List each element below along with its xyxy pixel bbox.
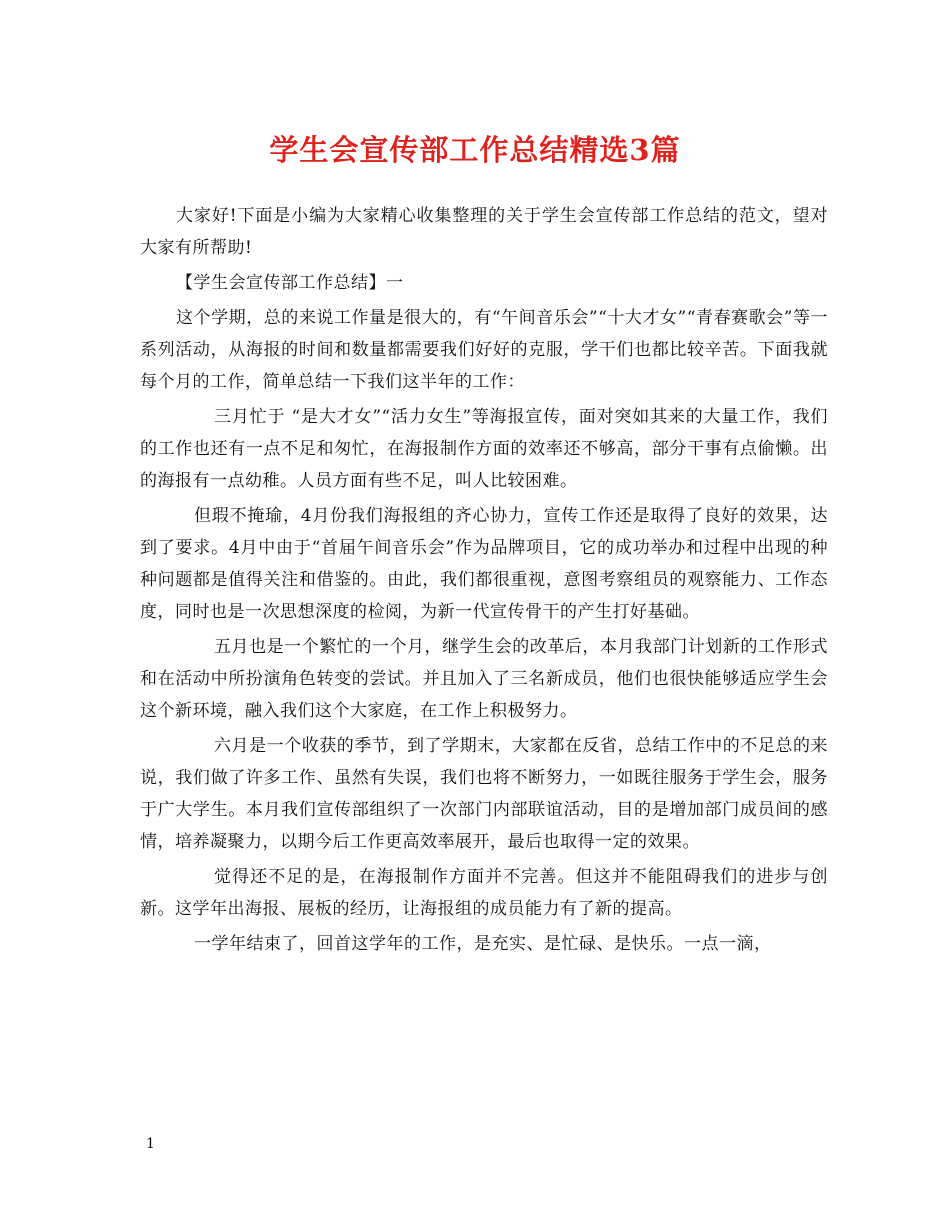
body-paragraph: 五月也是一个繁忙的一个月，继学生会的改革后，本月我部门计划新的工作形式和在活动中所扮演角色转变的尝试。并且加入了三名新成员，他们也很快能够适应学生会这个新环境，融入我们这个大家庭，在工作上积极努力。 xyxy=(140,637,828,721)
body-paragraph: 三月忙于 “是大才女”“活力女生”等海报宣传，面对突如其来的大量工作，我们的工作也还有一点不足和匆忙，在海报制作方面的效率还不够高，部分干事有点偷懒。出的海报有一点幼稚。人员方面有些不足，叫人比较困难。 xyxy=(140,407,828,491)
body-paragraph: 觉得还不足的是，在海报制作方面并不完善。但这并不能阻碍我们的进步与创新。这学年出海报、展板的经历，让海报组的成员能力有了新的提高。 xyxy=(140,867,828,919)
document-title: 学生会宣传部工作总结精选3篇 xyxy=(269,133,681,167)
section-heading: 【学生会宣传部工作总结】一 xyxy=(176,273,404,293)
body-paragraph: 但瑕不掩瑜，4月份我们海报组的齐心协力，宣传工作还是取得了良好的效果，达到了要求。4月中由于“首届午间音乐会”作为品牌项目，它的成功举办和过程中出现的种种问题都是值得关注和借鉴的。由此，我们都很重视，意图考察组员的观察能力、工作态度，同时也是一次思想深度的检阅，为新一代宣传骨干的产生打好基础。 xyxy=(140,506,828,622)
intro-paragraph: 大家好!下面是小编为大家精心收集整理的关于学生会宣传部工作总结的范文，望对大家有所帮助! xyxy=(140,206,828,258)
page-number: 1 xyxy=(146,1136,155,1152)
document-body xyxy=(140,200,828,963)
body-paragraph: 六月是一个收获的季节，到了学期末，大家都在反省，总结工作中的不足总的来说，我们做了许多工作、虽然有失误，我们也将不断努力，一如既往服务于学生会，服务于广大学生。本月我们宣传部组织了一次部门内部联谊活动，目的是增加部门成员间的感情，培养凝聚力，以期今后工作更高效率展开，最后也取得一定的效果。 xyxy=(140,736,828,852)
body-paragraph: 一学年结束了，回首这学年的工作，是充实、是忙碌、是快乐。一点一滴， xyxy=(194,934,772,954)
body-paragraph: 这个学期，总的来说工作量是很大的，有“午间音乐会”“十大才女”“青春赛歌会”等一系列活动，从海报的时间和数量都需要我们好好的克服，学干们也都比较辛苦。下面我就每个月的工作，简单总结一下我们这半年的工作： xyxy=(140,308,828,392)
